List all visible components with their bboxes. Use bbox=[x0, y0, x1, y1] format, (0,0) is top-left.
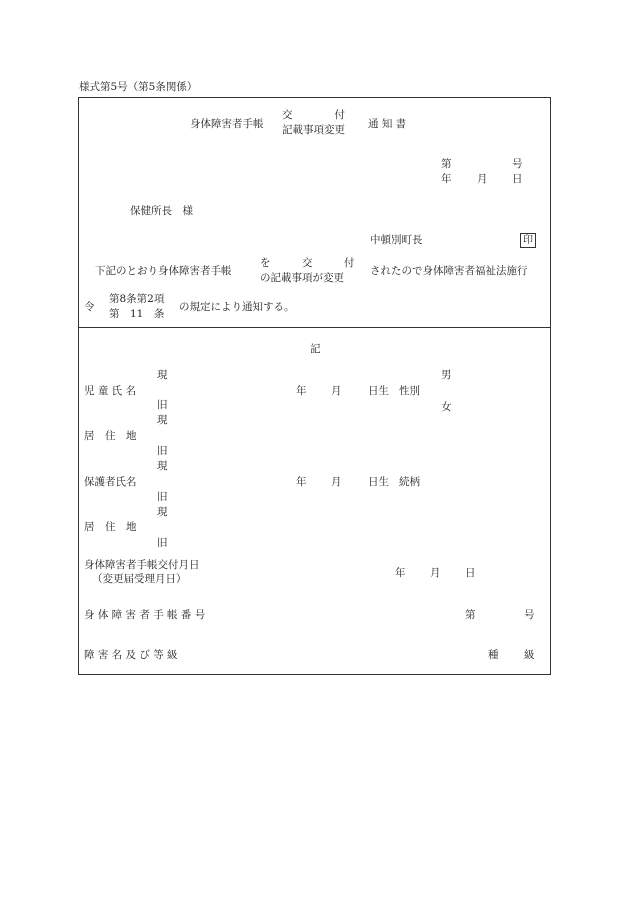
body-option-issue: 交 付 bbox=[302, 257, 355, 269]
child-residence-label: 居 住 地 bbox=[84, 430, 137, 442]
guardian-birth-day: 日生 bbox=[368, 476, 389, 488]
body-rei: 令 bbox=[84, 301, 95, 313]
sex-male: 男 bbox=[441, 369, 452, 381]
child-name-former: 旧 bbox=[157, 399, 168, 411]
guardian-name-former: 旧 bbox=[157, 491, 168, 503]
section-divider bbox=[78, 327, 551, 328]
sex-label: 性別 bbox=[399, 385, 420, 397]
guardian-birth-month: 月 bbox=[331, 476, 342, 488]
guardian-residence-former: 旧 bbox=[157, 537, 168, 549]
ki-heading: 記 bbox=[310, 343, 321, 355]
number-dai: 第 bbox=[441, 158, 452, 170]
title-prefix: 身体障害者手帳 bbox=[190, 118, 264, 130]
guardian-name-label: 保護者氏名 bbox=[84, 476, 137, 488]
child-name-label: 児 童 氏 名 bbox=[84, 385, 137, 397]
issue-date-sub: （変更届受理月日） bbox=[92, 573, 187, 585]
body-option-change: の記載事項が変更 bbox=[260, 272, 344, 284]
issue-day: 日 bbox=[465, 567, 476, 579]
notebook-number-go: 号 bbox=[524, 609, 535, 621]
class-kyu: 級 bbox=[524, 649, 535, 661]
number-go: 号 bbox=[512, 158, 523, 170]
issue-date-label: 身体障害者手帳交付月日 bbox=[84, 559, 200, 571]
title-suffix: 通 知 書 bbox=[368, 118, 407, 130]
child-residence-former: 旧 bbox=[157, 445, 168, 457]
issue-month: 月 bbox=[430, 567, 441, 579]
body-article-a: 第8条第2項 bbox=[109, 293, 165, 305]
guardian-residence-current: 現 bbox=[157, 506, 168, 518]
title-option-change: 記載事項変更 bbox=[282, 124, 345, 136]
date-year: 年 bbox=[441, 173, 452, 185]
guardian-name-current: 現 bbox=[157, 460, 168, 472]
body-lead: 下記のとおり身体障害者手帳 bbox=[95, 265, 232, 277]
date-day: 日 bbox=[512, 173, 523, 185]
body-wo: を bbox=[260, 257, 271, 269]
body-tail: されたので身体障害者福祉法施行 bbox=[370, 265, 528, 277]
child-birth-month: 月 bbox=[331, 385, 342, 397]
title-option-issue: 交 付 bbox=[282, 109, 345, 121]
body-closing: の規定により通知する。 bbox=[179, 301, 295, 313]
notebook-number-dai: 第 bbox=[465, 609, 476, 621]
child-name-current: 現 bbox=[157, 369, 168, 381]
notebook-number-label: 身 体 障 害 者 手 帳 番 号 bbox=[84, 609, 206, 621]
guardian-residence-label: 居 住 地 bbox=[84, 521, 137, 533]
relation-label: 続柄 bbox=[399, 476, 420, 488]
guardian-birth-year: 年 bbox=[296, 476, 307, 488]
form-label: 様式第5号（第5条関係） bbox=[79, 81, 198, 93]
issuer: 中頓別町長 bbox=[370, 234, 423, 246]
issue-year: 年 bbox=[395, 567, 406, 579]
date-month: 月 bbox=[477, 173, 488, 185]
child-birth-year: 年 bbox=[296, 385, 307, 397]
body-article-b: 第 11 条 bbox=[109, 308, 165, 320]
sex-female: 女 bbox=[441, 401, 452, 413]
disability-label: 障 害 名 及 び 等 級 bbox=[84, 649, 178, 661]
seal-mark: 印 bbox=[520, 233, 536, 248]
child-residence-current: 現 bbox=[157, 414, 168, 426]
child-birth-day: 日生 bbox=[368, 385, 389, 397]
class-shu: 種 bbox=[488, 649, 499, 661]
addressee: 保健所長 様 bbox=[130, 205, 193, 217]
